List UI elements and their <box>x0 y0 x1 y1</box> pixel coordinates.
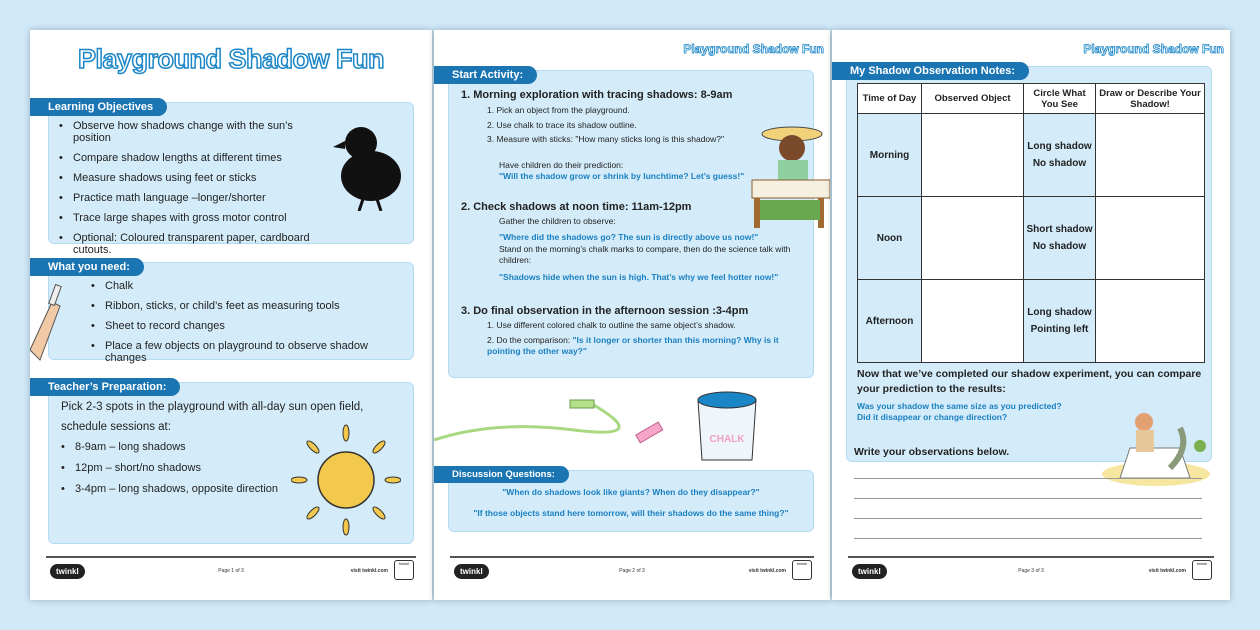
page-number: Page 1 of 3 <box>218 568 244 574</box>
visit-link[interactable]: visit twinkl.com <box>350 568 388 574</box>
step-3-title: 3. Do final observation in the afternoon session :3-4pm <box>461 305 749 317</box>
step-1-quote: "Will the shadow grow or shrink by lunchtime? Let’s guess!" <box>499 171 745 181</box>
circle-cell[interactable] <box>1024 114 1096 197</box>
visit-link[interactable]: visit twinkl.com <box>1148 568 1186 574</box>
chalk-bucket-label: CHALK <box>709 434 745 445</box>
objective-item: • Practice math language –longer/shorter <box>59 192 329 204</box>
prep-item: • 8-9am – long shadows <box>61 441 321 453</box>
col-header: Circle What You See <box>1024 84 1096 114</box>
conclusion-question-1: Was your shadow the same size as you predicted? <box>857 401 1062 411</box>
circle-cell[interactable] <box>1024 280 1096 363</box>
twinkl-badge: twinkl <box>792 560 812 580</box>
time-cell: Morning <box>858 114 922 197</box>
col-header: Observed Object <box>922 84 1024 114</box>
objective-item: • Optional: Coloured transparent paper, cardboard cutouts. <box>59 232 329 256</box>
observed-object-cell[interactable] <box>922 114 1024 197</box>
page-footer <box>46 556 416 582</box>
circle-option[interactable]: Pointing left <box>1030 324 1089 335</box>
time-cell: Afternoon <box>858 280 922 363</box>
step-2-note: Gather the children to observe: <box>499 215 616 226</box>
page-number: Page 2 of 3 <box>619 568 645 574</box>
page-footer <box>848 556 1214 582</box>
start-activity-heading: Start Activity: <box>434 66 537 84</box>
draw-cell[interactable] <box>1096 114 1205 197</box>
need-item: • Chalk <box>91 280 401 292</box>
page-number: Page 3 of 3 <box>1018 568 1044 574</box>
teacher-preparation-heading: Teacher’s Preparation: <box>30 378 180 396</box>
girl-at-table-illustration <box>750 118 830 238</box>
sun-icon <box>291 423 401 538</box>
prep-item: • 3-4pm – long shadows, opposite direction <box>61 483 321 495</box>
objective-item: • Trace large shapes with gross motor control <box>59 212 329 224</box>
prep-intro-1: Pick 2-3 spots in the playground with all-day sun open field, <box>61 401 364 413</box>
step-2-title: 2. Check shadows at noon time: 11am-12pm <box>461 200 692 213</box>
page-3 <box>832 30 1230 600</box>
page-2 <box>434 30 830 600</box>
observation-notes-heading: My Shadow Observation Notes: <box>832 62 1029 80</box>
step-1-title: 1. Morning exploration with tracing shadows: 8-9am <box>461 89 733 101</box>
need-item: • Ribbon, sticks, or child’s feet as measuring tools <box>91 300 401 312</box>
step-3-quote: "Is it longer or shorter than this morning? Why is it pointing the other way?" <box>487 334 779 356</box>
step-1-item: 1. Pick an object from the playground. <box>487 105 630 115</box>
page-mini-title: Playground Shadow Fun <box>683 42 824 56</box>
observed-object-cell[interactable] <box>922 197 1024 280</box>
learning-objectives-heading: Learning Objectives <box>30 98 167 116</box>
chick-silhouette-icon <box>333 121 403 211</box>
table-row <box>858 280 1205 363</box>
twinkl-badge: twinkl <box>394 560 414 580</box>
table-row <box>858 197 1205 280</box>
col-header: Time of Day <box>858 84 922 114</box>
step-2-text: Stand on the morning’s chalk marks to compare, then do the science talk with children: <box>499 243 791 265</box>
conclusion-question-2: Did it disappear or change direction? <box>857 412 1008 422</box>
need-item: • Place a few objects on playground to observe shadow changes <box>91 340 401 364</box>
step-3-item-2: 2. Do the comparison: <box>487 334 573 345</box>
table-row <box>858 114 1205 197</box>
conclusion-text: Now that we’ve completed our shadow experiment, you can compare your prediction to the results: <box>857 368 1202 395</box>
step-3-item-1: 1. Use different colored chalk to outline the same object’s shadow. <box>487 320 736 330</box>
step-1-item: 2. Use chalk to trace its shadow outline. <box>487 119 637 130</box>
discussion-question-1: "When do shadows look like giants? When do they disappear?" <box>502 487 760 497</box>
time-cell: Noon <box>858 197 922 280</box>
writing-line[interactable] <box>854 518 1202 519</box>
step-2-quote-2: "Shadows hide when the sun is high. That’s why we feel hotter now!" <box>499 271 779 282</box>
circle-option[interactable]: Short shadow <box>1026 224 1093 235</box>
circle-cell[interactable] <box>1024 197 1096 280</box>
circle-option[interactable]: No shadow <box>1032 241 1087 252</box>
visit-link[interactable]: visit twinkl.com <box>748 568 786 574</box>
page-1 <box>30 30 432 600</box>
discussion-question-2: "If those objects stand here tomorrow, will their shadows do the same thing?" <box>473 508 789 518</box>
observed-object-cell[interactable] <box>922 280 1024 363</box>
twinkl-badge: twinkl <box>1192 560 1212 580</box>
prep-intro-2: schedule sessions at: <box>61 421 171 433</box>
writing-line[interactable] <box>854 478 1202 479</box>
col-header: Draw or Describe Your Shadow! <box>1096 84 1205 114</box>
draw-cell[interactable] <box>1096 197 1205 280</box>
draw-cell[interactable] <box>1096 280 1205 363</box>
writing-line[interactable] <box>854 498 1202 499</box>
objective-item: • Measure shadows using feet or sticks <box>59 172 329 184</box>
writing-line[interactable] <box>854 538 1202 539</box>
circle-option[interactable]: Long shadow <box>1027 307 1092 318</box>
teacher-preparation-box <box>48 382 414 544</box>
page-title: Playground Shadow Fun <box>78 44 384 74</box>
child-tracing-shadow-illustration <box>1100 408 1212 488</box>
page-footer <box>450 556 814 582</box>
step-1-item: 3. Measure with sticks: "How many sticks long is this shadow?" <box>487 134 725 144</box>
objective-item: • Observe how shadows change with the sun’s position <box>59 120 329 144</box>
discussion-heading: Discussion Questions: <box>434 466 569 483</box>
page-mini-title: Playground Shadow Fun <box>1083 42 1224 56</box>
twinkl-logo: twinkl <box>454 564 489 579</box>
circle-option[interactable]: No shadow <box>1032 158 1087 169</box>
circle-option[interactable]: Long shadow <box>1027 141 1092 152</box>
prep-item: • 12pm – short/no shadows <box>61 462 321 474</box>
hand-with-chalk-icon <box>30 280 66 370</box>
observation-notes-box <box>846 66 1212 462</box>
write-observations-label: Write your observations below. <box>854 446 1010 458</box>
learning-objectives-box <box>48 102 414 256</box>
observation-table <box>857 83 1205 363</box>
step-1-note: Have children do their prediction: <box>499 159 624 170</box>
need-item: • Sheet to record changes <box>91 320 401 332</box>
objective-item: • Compare shadow lengths at different times <box>59 152 329 164</box>
twinkl-logo: twinkl <box>50 564 85 579</box>
what-you-need-heading: What you need: <box>30 258 144 276</box>
step-2-quote-1: "Where did the shadows go? The sun is directly above us now!" <box>499 232 759 242</box>
twinkl-logo: twinkl <box>852 564 887 579</box>
what-you-need-box <box>48 262 414 364</box>
